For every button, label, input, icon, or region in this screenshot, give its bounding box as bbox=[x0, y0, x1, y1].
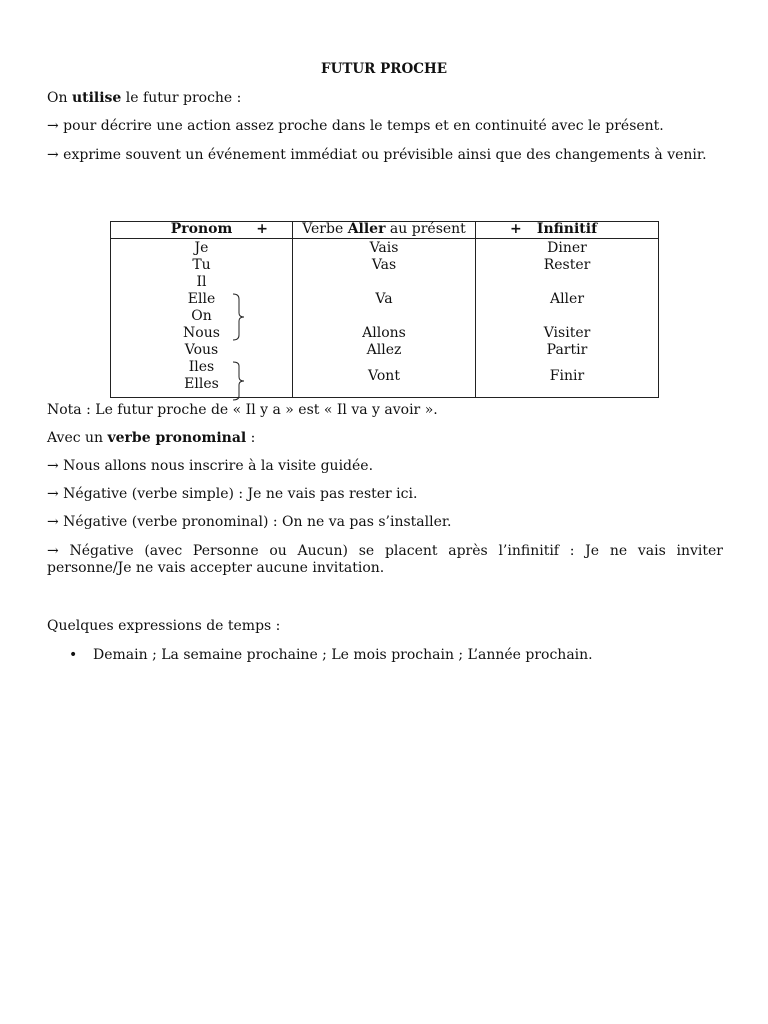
verb-column bbox=[293, 239, 476, 398]
conjugation-table bbox=[110, 221, 659, 398]
brace-icon bbox=[231, 361, 247, 401]
pronoun-tu: Tu bbox=[192, 257, 211, 273]
verb-vas: Vas bbox=[371, 257, 397, 273]
usage-line-2: → exprime souvent un événement immédiat ou prévisible ainsi que des changements à venir. bbox=[47, 147, 707, 163]
page-title: FUTUR PROCHE bbox=[320, 61, 447, 77]
infinitive-diner: Diner bbox=[547, 240, 587, 256]
pronoun-column bbox=[111, 239, 293, 398]
pronoun-elle: Elle bbox=[187, 291, 216, 307]
verb-allez: Allez bbox=[366, 342, 402, 358]
pronoun-vous: Vous bbox=[184, 342, 219, 358]
intro-bold-word: utilise bbox=[71, 90, 122, 106]
infinitive-visiter: Visiter bbox=[543, 325, 591, 341]
infinitive-finir: Finir bbox=[549, 368, 585, 384]
verb-vais: Vais bbox=[369, 240, 399, 256]
infinitive-aller: Aller bbox=[549, 291, 585, 307]
header-infinitif: + Infinitif bbox=[476, 222, 659, 239]
verb-va: Va bbox=[375, 291, 393, 307]
table-row bbox=[111, 239, 659, 398]
brace-icon bbox=[231, 293, 247, 341]
pronominal-bold: verbe pronominal bbox=[107, 430, 247, 446]
usage-line-1: → pour décrire une action assez proche dans le temps et en continuité avec le présent. bbox=[47, 118, 664, 134]
example-3: → Négative (verbe pronominal) : On ne va pas s’installer. bbox=[47, 514, 452, 530]
header-pronom: Pronom + bbox=[111, 222, 293, 239]
note-line: Nota : Le futur proche de « Il y a » est « Il va y avoir ». bbox=[47, 402, 438, 418]
pronoun-il: Il bbox=[196, 274, 207, 290]
bullet-icon: • bbox=[69, 647, 78, 663]
infinitive-rester: Rester bbox=[543, 257, 591, 273]
pronoun-je: Je bbox=[194, 240, 209, 256]
expressions-heading: Quelques expressions de temps : bbox=[47, 618, 281, 634]
verb-vont: Vont bbox=[368, 368, 400, 384]
example-2: → Négative (verbe simple) : Je ne vais pas rester ici. bbox=[47, 486, 418, 502]
infinitive-column bbox=[476, 239, 659, 398]
expressions-list bbox=[47, 647, 593, 664]
pronoun-on: On bbox=[191, 308, 212, 324]
header-verbe: Verbe Aller au présent bbox=[293, 222, 476, 239]
pronoun-elles: Elles bbox=[184, 376, 219, 392]
verb-allons: Allons bbox=[362, 325, 406, 341]
list-item: • Demain ; La semaine prochaine ; Le mois prochain ; L’année prochain. bbox=[69, 647, 593, 663]
pronoun-iles: Iles bbox=[188, 359, 215, 375]
table-header-row bbox=[111, 222, 659, 239]
intro-line: On utilise le futur proche : bbox=[47, 90, 242, 106]
pronominal-heading: Avec un verbe pronominal : bbox=[47, 430, 256, 446]
example-4: → Négative (avec Personne ou Aucun) se placent après l’infinitif : Je ne vais inviter personne/Je ne vais accepter aucune invitation. bbox=[47, 543, 723, 576]
infinitive-partir: Partir bbox=[546, 342, 588, 358]
header-plus-1: + bbox=[256, 221, 268, 237]
pronoun-nous: Nous bbox=[183, 325, 220, 341]
example-1: → Nous allons nous inscrire à la visite guidée. bbox=[47, 458, 374, 474]
header-plus-2: + bbox=[510, 221, 522, 237]
